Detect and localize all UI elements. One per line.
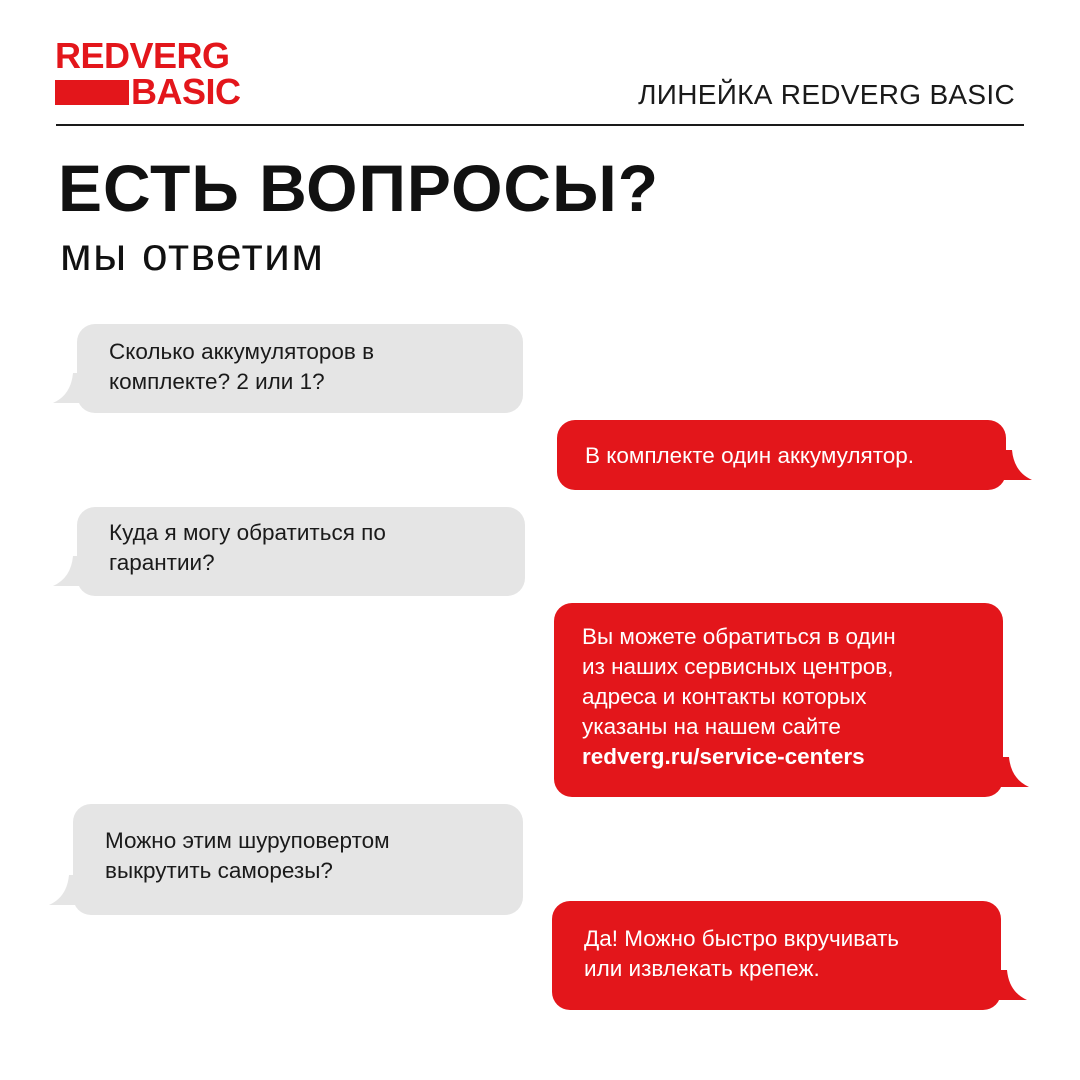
bubble-tail-icon (49, 875, 79, 905)
page-title: ЕСТЬ ВОПРОСЫ? (58, 151, 660, 225)
answer-bubble-2 (554, 603, 1003, 797)
logo-text-redverg: REDVERG (55, 35, 230, 76)
question-bubble-3 (73, 804, 523, 915)
bubble-tail-icon (53, 556, 83, 586)
bubble-tail-icon (53, 373, 83, 403)
question-3-line-2: выкрутить саморезы? (105, 858, 333, 883)
answer-1-line-1: В комплекте один аккумулятор. (585, 443, 915, 468)
answer-2-line-4: указаны на нашем сайте (582, 714, 841, 739)
bubble-tail-icon (1002, 450, 1032, 480)
question-3-line-1: Можно этим шуруповертом (105, 828, 390, 853)
redverg-basic-logo (55, 35, 245, 112)
logo-text-basic: BASIC (131, 71, 241, 112)
series-title: ЛИНЕЙКА REDVERG BASIC (638, 79, 1015, 110)
logo-red-bar (55, 80, 129, 105)
answer-3-line-1: Да! Можно быстро вкручивать (584, 926, 899, 951)
question-bubble-2 (77, 507, 525, 596)
answer-2-line-3: адреса и контакты которых (582, 684, 867, 709)
question-bubble-1 (77, 324, 523, 413)
question-1-line-2: комплекте? 2 или 1? (109, 369, 325, 394)
answer-2-line-1: Вы можете обратиться в один (582, 624, 896, 649)
answer-2-line-2: из наших сервисных центров, (582, 654, 894, 679)
page-subtitle: мы ответим (60, 228, 325, 280)
answer-bubble-3 (552, 901, 1001, 1010)
answer-3-line-2: или извлекать крепеж. (584, 956, 820, 981)
question-2-line-2: гарантии? (109, 550, 215, 575)
service-centers-link[interactable]: redverg.ru/service-centers (582, 744, 865, 769)
header-divider (56, 124, 1024, 126)
bubble-tail-icon (997, 970, 1027, 1000)
question-2-line-1: Куда я могу обратиться по (109, 520, 386, 545)
question-1-line-1: Сколько аккумуляторов в (109, 339, 375, 364)
bubble-tail-icon (999, 757, 1029, 787)
answer-bubble-1 (557, 420, 1006, 490)
